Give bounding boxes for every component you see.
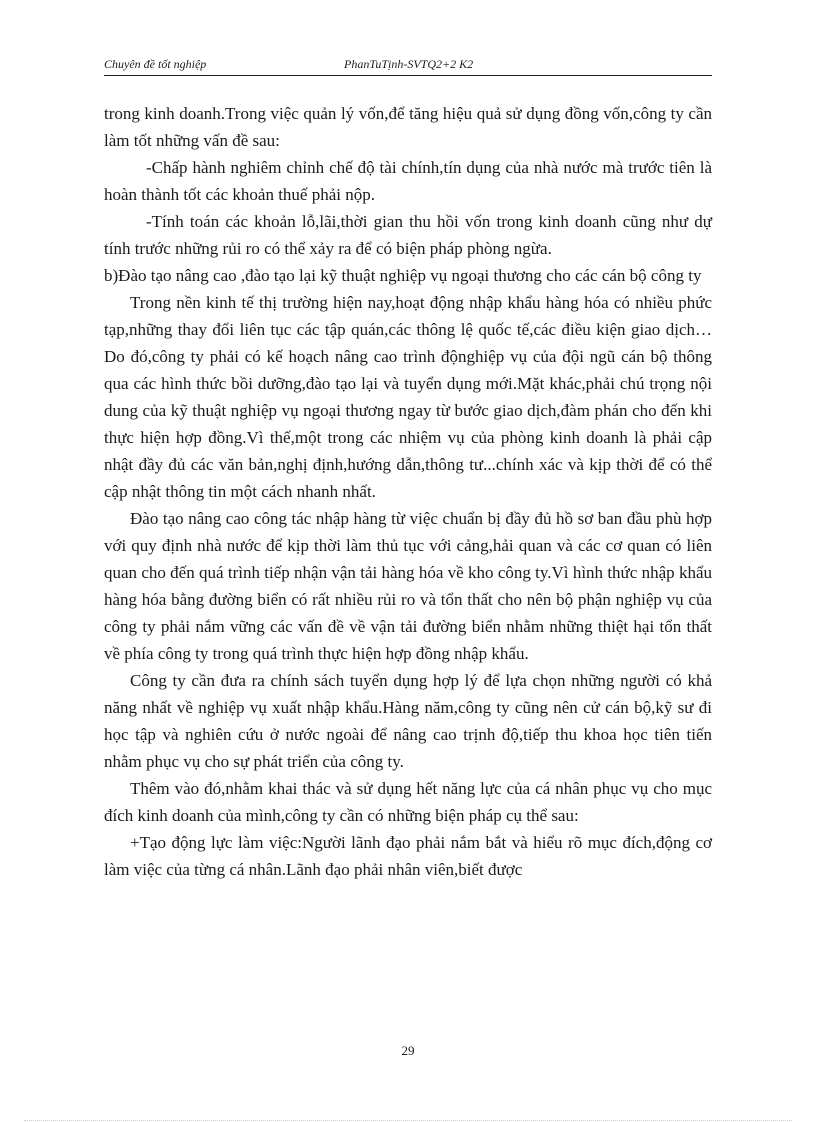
paragraph-1: trong kinh doanh.Trong việc quản lý vốn,để tăng hiệu quả sử dụng đồng vốn,công ty cần làm tốt những vấn đề sau: (104, 104, 712, 150)
paragraph-3: -Tính toán các khoản lỗ,lãi,thời gian thu hồi vốn trong kinh doanh cũng như dự tính trước những rủi ro có thể xảy ra để có biện pháp phòng ngừa. (104, 212, 712, 258)
paragraph-4: Trong nền kinh tế thị trường hiện nay,hoạt động nhập khẩu hàng hóa có nhiều phức tạp,những thay đổi liên tục các tập quán,các thông lệ quốc tế,các điều kiện giao dịch… Do đó,công ty phải có kế hoạch nâng cao trình độnghiệp vụ của đội ngũ cán bộ thông qua các hình thức bồi dưỡng,đào tạo lại và tuyển dụng mới.Mặt khác,phải chú trọng nội dung của kỹ thuật nghiệp vụ ngoại thương ngay từ bước giao dịch,đàm phán cho đến khi thực hiện hợp đồng.Vì thế,một trong các nhiệm vụ của phòng kinh doanh là phải cập nhật đầy đủ các văn bản,nghị định,hướng dẫn,thông tư...chính xác và kịp thời để có thể cập nhật thông tin một cách nhanh nhất. (104, 293, 712, 501)
page-header (104, 55, 712, 76)
page-footer (0, 1043, 816, 1059)
paragraph-5: Đào tạo nâng cao công tác nhập hàng từ việc chuẩn bị đầy đủ hồ sơ ban đầu phù hợp với quy định nhà nước để kịp thời làm thủ tục với cảng,hải quan và các cơ quan có liên quan cho đến quá trình tiếp nhận vận tải hàng hóa về kho công ty.Vì hình thức nhập khẩu hàng hóa bằng đường biển có rất nhiều rủi ro và tổn thất cho nên bộ phận nghiệp vụ của công ty phải nắm vững các vấn đề về vận tải đường biển nhằm những thiệt hại tổn thất về phía công ty trong quá trình thực hiện hợp đồng nhập khẩu. (104, 509, 712, 663)
header-title: Chuyên đề tốt nghiệp (104, 57, 207, 71)
paragraph-7: Thêm vào đó,nhằm khai thác và sử dụng hết năng lực của cá nhân phục vụ cho mục đích kinh doanh của mình,công ty cần có những biện pháp cụ thể sau: (104, 779, 712, 825)
page-number: 29 (401, 1043, 415, 1058)
paragraph-2: -Chấp hành nghiêm chỉnh chế độ tài chính,tín dụng của nhà nước mà trước tiên là hoàn thành tốt các khoản thuế phải nộp. (104, 158, 712, 204)
page-bottom-divider (24, 1120, 792, 1121)
paragraph-8: +Tạo động lực làm việc:Người lãnh đạo phải nắm bắt và hiểu rõ mục đích,động cơ làm việc của từng cá nhân.Lãnh đạo phải nhân viên,biết được (104, 833, 712, 879)
paragraph-6: Công ty cần đưa ra chính sách tuyển dụng hợp lý để lựa chọn những người có khả năng nhất về nghiệp vụ xuất nhập khẩu.Hàng năm,công ty cũng nên cử cán bộ,kỹ sư đi học tập và nghiên cứu ở nước ngoài để nâng cao trịnh độ,tiếp thu khoa học tiên tiến nhằm phục vụ cho sự phát triển của công ty. (104, 671, 712, 771)
header-author: PhanTuTịnh-SVTQ2+2 K2 (344, 57, 474, 71)
document-body (104, 100, 712, 883)
section-heading-b: b)Đào tạo nâng cao ,đào tạo lại kỹ thuật nghiệp vụ ngoại thương cho các cán bộ công ty (104, 266, 702, 285)
